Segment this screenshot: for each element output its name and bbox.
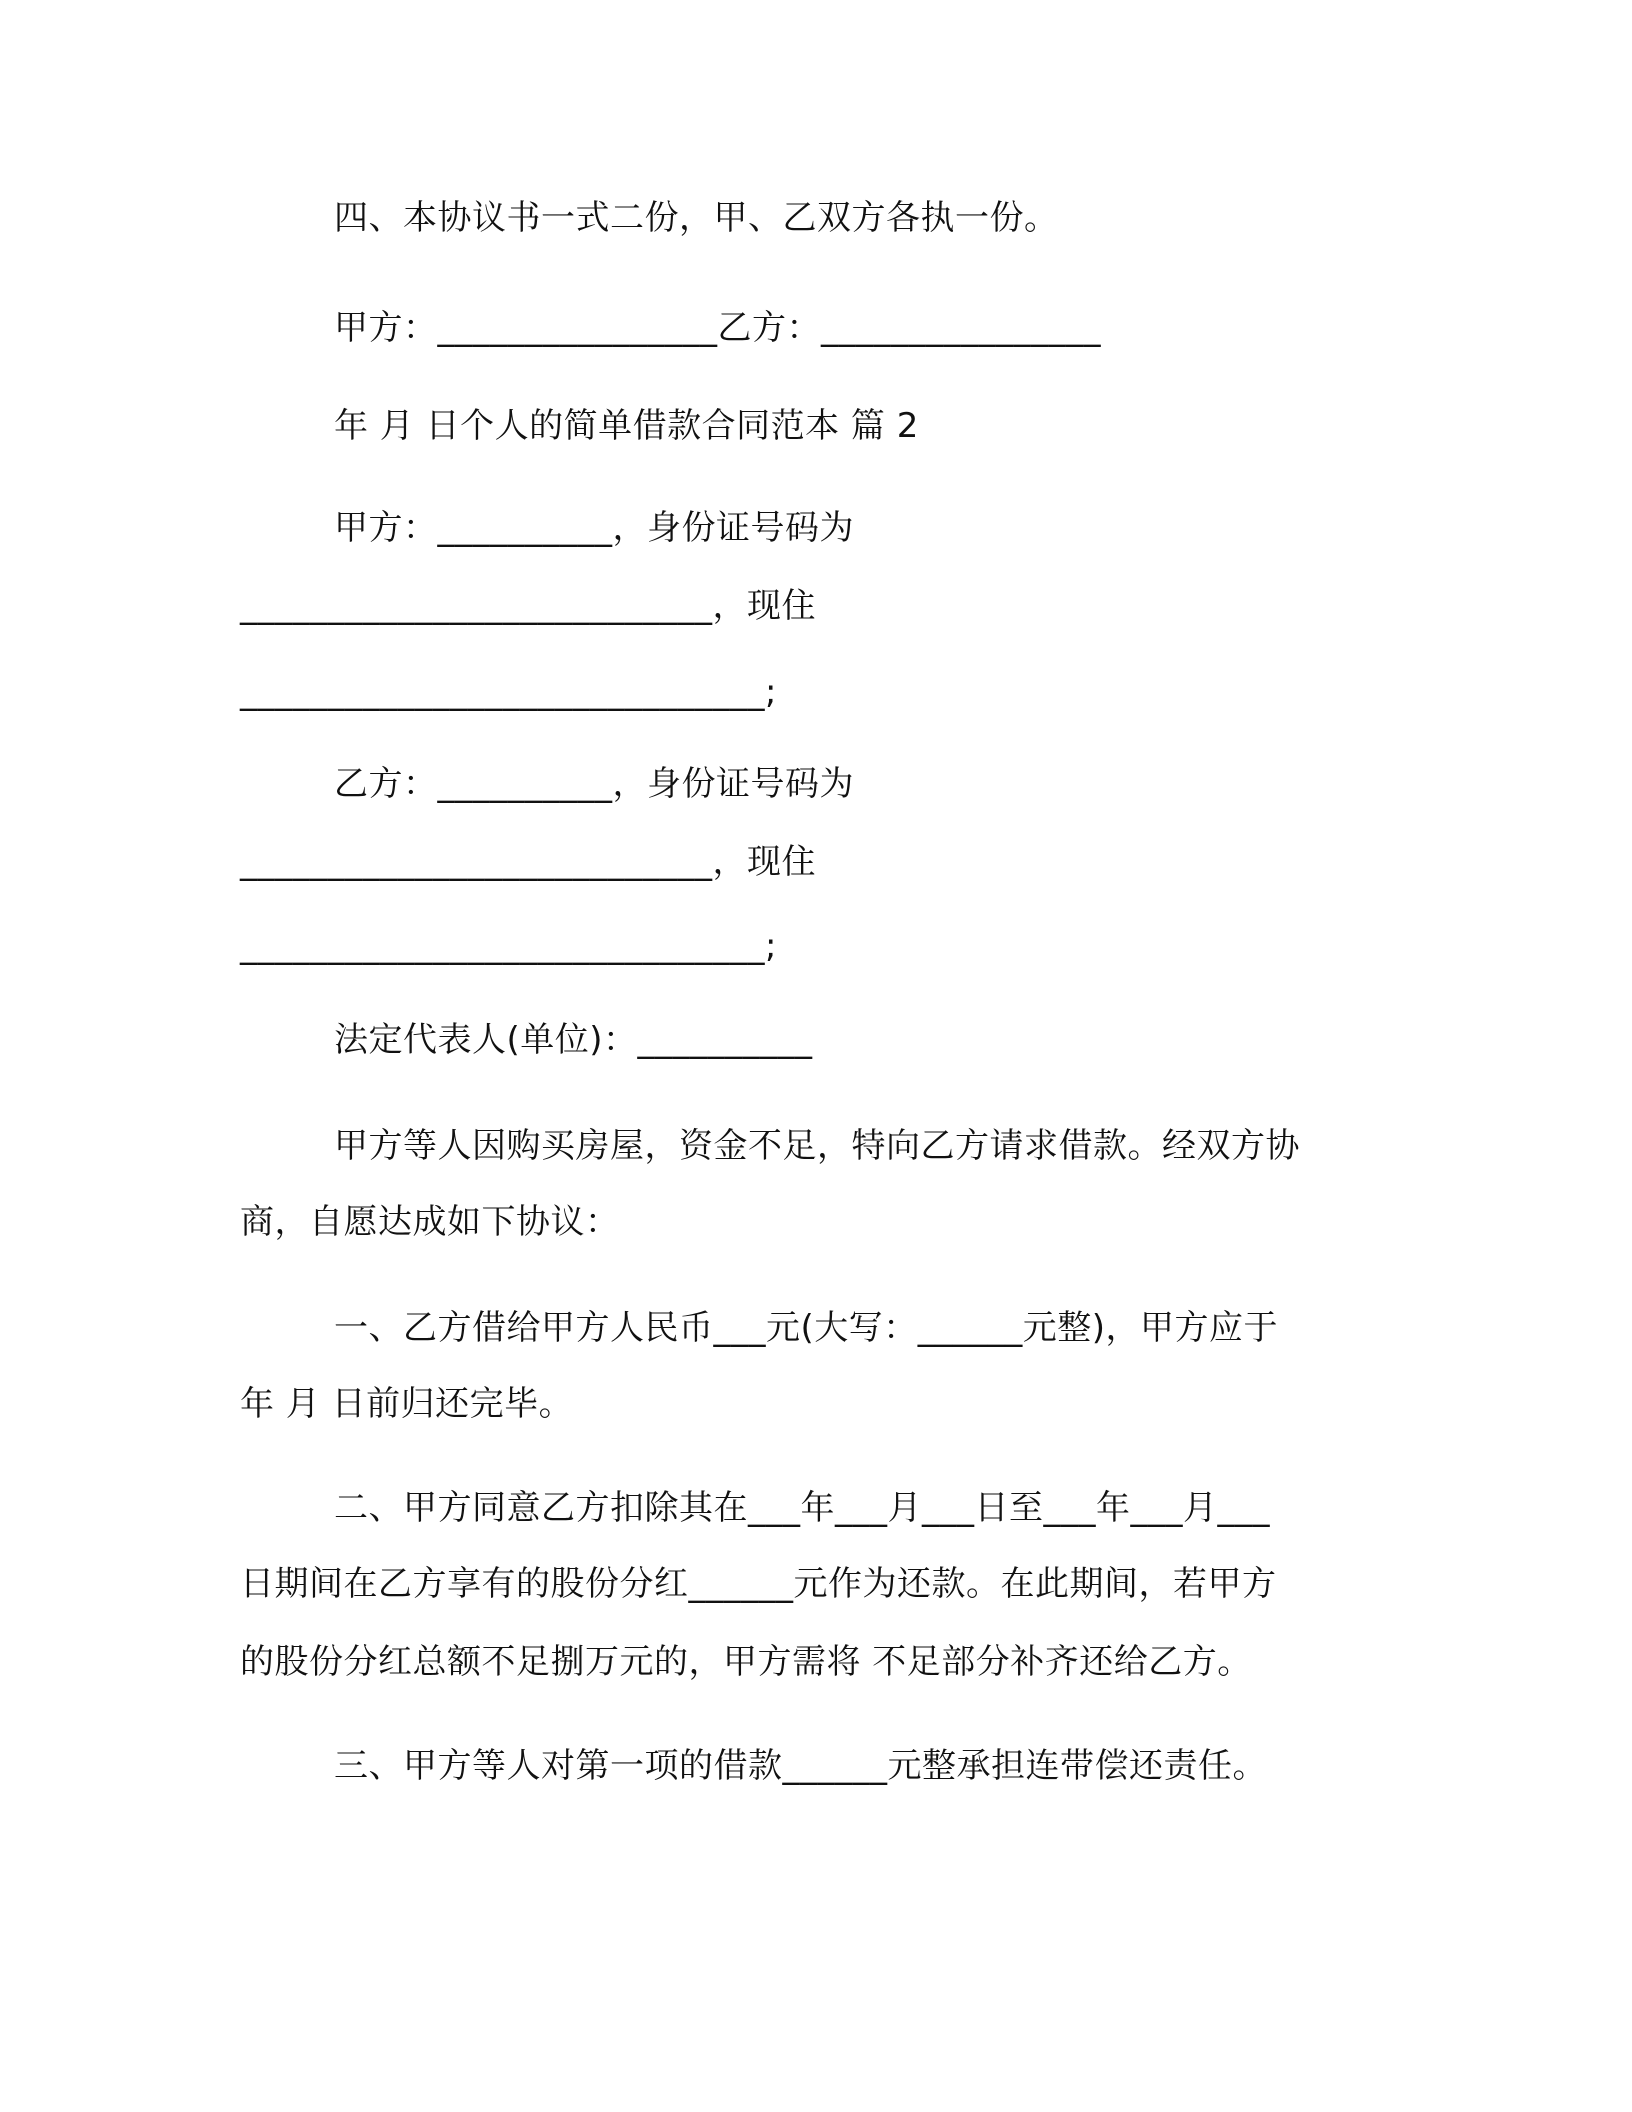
party-b-address-line-2: ______________________________; (240, 926, 777, 966)
clause-two-line-2: 日期间在乙方享有的股份分红______元作为还款。在此期间，若甲方 (240, 1564, 1277, 1604)
intro-paragraph-line-2: 商，自愿达成如下协议： (240, 1202, 620, 1242)
party-a-address-line-1: ___________________________，现住 (240, 586, 816, 626)
intro-paragraph-line-1: 甲方等人因购买房屋，资金不足，特向乙方请求借款。经双方协 (334, 1126, 1300, 1166)
clause-one-line-2: 年 月 日前归还完毕。 (240, 1384, 574, 1424)
legal-representative-line: 法定代表人(单位)：__________ (334, 1020, 813, 1060)
section-title: 年 月 日个人的简单借款合同范本 篇 2 (334, 406, 919, 446)
signature-line: 甲方：________________乙方：________________ (334, 308, 1101, 348)
party-b-address-line-1: ___________________________，现住 (240, 842, 816, 882)
clause-four: 四、本协议书一式二份，甲、乙双方各执一份。 (334, 198, 1059, 238)
party-a-address-line-2: ______________________________; (240, 672, 777, 712)
clause-two-line-3: 的股份分红总额不足捌万元的，甲方需将 不足部分补齐还给乙方。 (240, 1642, 1252, 1682)
clause-two-line-1: 二、甲方同意乙方扣除其在___年___月___日至___年___月___ (334, 1488, 1270, 1528)
clause-one-line-1: 一、乙方借给甲方人民币___元(大写：______元整)，甲方应于 (334, 1308, 1279, 1348)
party-a-id-line: 甲方：__________，身份证号码为 (334, 508, 854, 548)
clause-three: 三、甲方等人对第一项的借款______元整承担连带偿还责任。 (334, 1746, 1267, 1786)
party-b-id-line: 乙方：__________，身份证号码为 (334, 764, 854, 804)
